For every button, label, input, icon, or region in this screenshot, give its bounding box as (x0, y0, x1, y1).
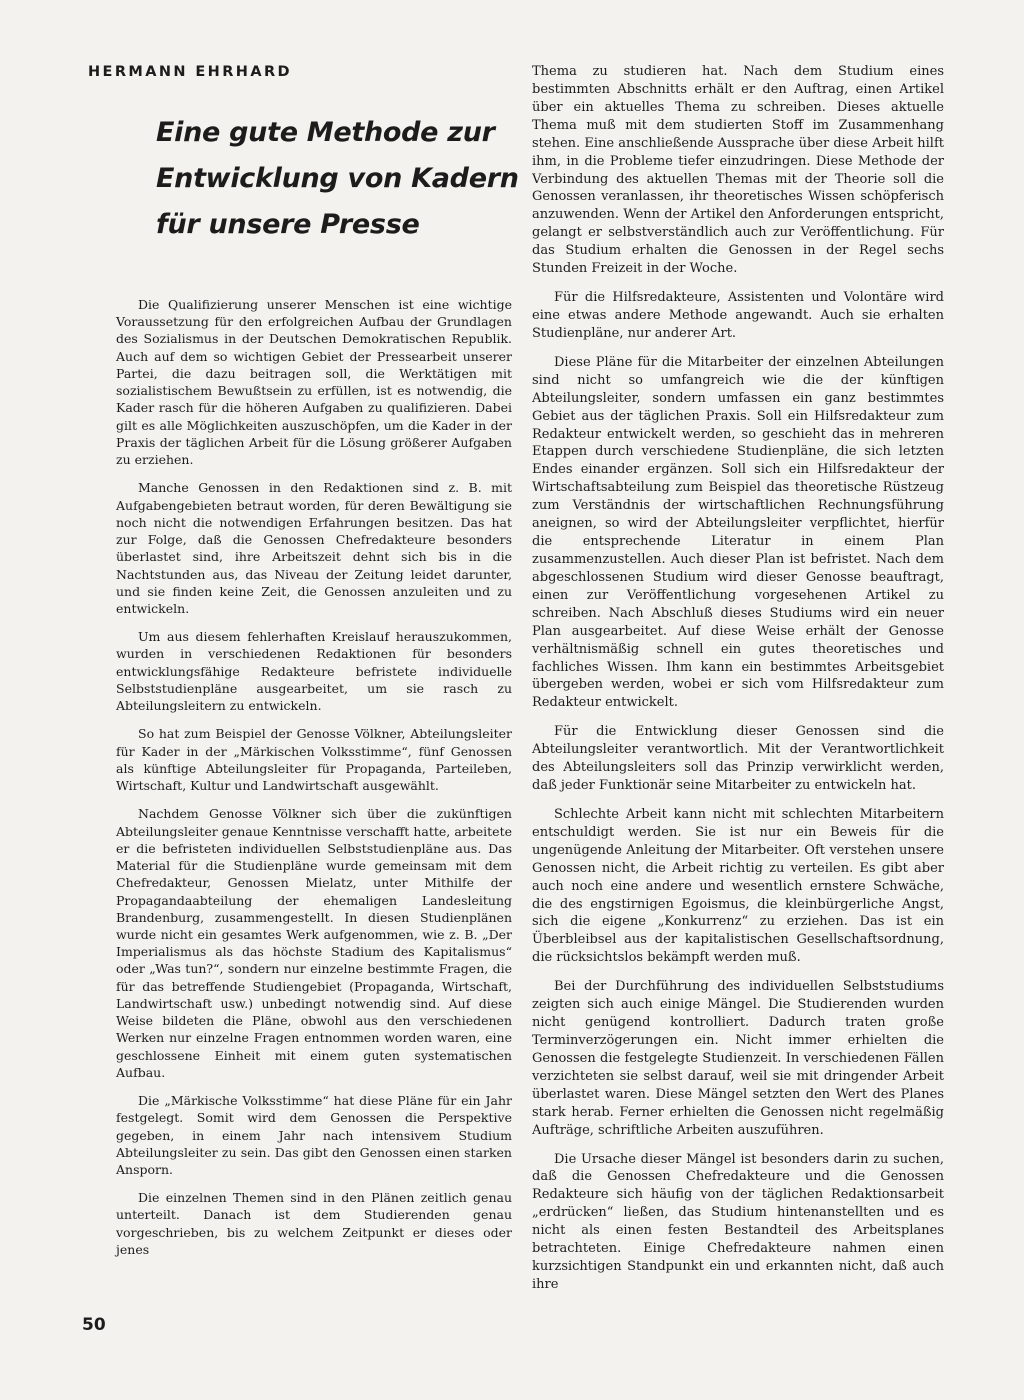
paragraph: Die einzelnen Themen sind in den Plänen zeitlich genau unterteilt. Danach ist dem Studierenden genau vorgeschrieben, bis zu welchem Zeitpunkt er dieses oder jenes (116, 1190, 512, 1257)
paragraph: Die Ursache dieser Mängel ist besonders darin zu suchen, daß die Genossen Chefredakteure und die Genossen Redakteure sich häufig von der täglichen Redaktionsarbeit „erdrücken“ ließen, das Studium hintenanstellten und es nicht als einen festen Bestandteil des Arbeitsplanes betrachteten. Einige Chefredakteure nahmen einen kurzsichtigen Standpunkt ein und erkannten nicht, daß auch ihre (532, 1151, 944, 1292)
paragraph: Diese Pläne für die Mitarbeiter der einzelnen Abteilungen sind nicht so umfangreich wie die der künftigen Abteilungsleiter, sondern umfassen ein ganz bestimmtes Gebiet aus der täglichen Praxis. Soll ein Hilfsredakteur zum Redakteur entwickelt werden, so geschieht das in mehreren Etappen durch verschiedene Studienpläne, die sich letzten Endes einander ergänzen. Soll sich ein Hilfsredakteur der Wirtschaftsabteilung zum Beispiel das theoretische Rüstzeug zum Verständnis der wirtschaftlichen Rechnungsführung aneignen, so wird der Abteilungsleiter verpflichtet, hierfür die entsprechende Literatur in einem Plan zusammenzustellen. Auch dieser Plan ist befristet. Nach dem abgeschlossenen Studium wird dieser Genosse beauftragt, einen zur Veröffentlichung vorgesehenen Artikel zu schreiben. Nach Abschluß dieses Studiums wird ein neuer Plan ausgearbeitet. Auf diese Weise erhält der Genosse verhältnismäßig schnell ein gutes theoretisches und fachliches Wissen. Ihm kann ein bestimmtes Arbeitsgebiet übergeben werden, wobei er sich vom Hilfsredakteur zum Redakteur entwickelt. (532, 354, 944, 711)
paragraph: Manche Genossen in den Redaktionen sind z. B. mit Aufgabengebieten betraut worden, für deren Bewältigung sie noch nicht die notwendigen Erfahrungen besitzen. Das hat zur Folge, daß die Genossen Chefredakteure besonders überlastet sind, ihre Arbeitszeit dehnt sich bis in die Nachtstunden aus, das Niveau der Zeitung leidet darunter, und sie finden keine Zeit, die Genossen anzuleiten und zu entwickeln. (116, 480, 512, 616)
paragraph: So hat zum Beispiel der Genosse Völkner, Abteilungsleiter für Kader in der „Märkischen Volksstimme“, fünf Genossen als künftige Abteilungsleiter für Propaganda, Parteileben, Wirtschaft, Kultur und Landwirtschaft ausgewählt. (116, 726, 512, 794)
page-number: 50 (82, 1315, 106, 1335)
paragraph-continued: Thema zu studieren hat. Nach dem Studium eines bestimmten Abschnitts erhält er den Auftrag, einen Artikel über ein aktuelles Thema zu schreiben. Dieses aktuelle Thema muß mit dem studierten Stoff im Zusammenhang stehen. Eine anschließende Aussprache über diese Arbeit hilft ihm, in die Probleme tiefer einzudringen. Diese Methode der Verbindung des aktuellen Themas mit der Theorie soll die Genossen veranlassen, ihr theoretisches Wissen schöpferisch anzuwenden. Wenn der Artikel den Anforderungen entspricht, gelangt er selbstverständlich auch zur Veröffentlichung. Für das Studium erhalten die Genossen in der Regel sechs Stunden Freizeit in der Woche. (532, 64, 944, 277)
paragraph: Bei der Durchführung des individuellen Selbststudiums zeigten sich auch einige Mängel. Die Studierenden wurden nicht genügend kontrolliert. Dadurch traten große Terminverzögerungen ein. Nicht immer erhielten die Genossen die festgelegte Studienzeit. In verschiedenen Fällen verzichteten sie selbst darauf, weil sie mit dringender Arbeit überlastet waren. Diese Mängel setzten den Wert des Planes stark herab. Ferner erhielten die Genossen nicht regelmäßig Aufträge, schriftliche Arbeiten auszuführen. (532, 979, 944, 1138)
paragraph: Um aus diesem fehlerhaften Kreislauf herauszukommen, wurden in verschiedenen Redaktionen für besonders entwicklungsfähige Redakteure befristete individuelle Selbststudienpläne ausgearbeitet, um sie rasch zu Abteilungsleitern zu entwickeln. (116, 629, 512, 714)
paragraph: Die „Märkische Volksstimme“ hat diese Pläne für ein Jahr festgelegt. Somit wird dem Genossen die Perspektive gegeben, in einem Jahr nach intensivem Studium Abteilungsleiter zu sein. Das gibt den Genossen einen starken Ansporn. (116, 1093, 512, 1178)
text-column-left (116, 296, 512, 1269)
text-column-right (532, 63, 944, 1305)
paragraph: Für die Hilfsredakteure, Assistenten und Volontäre wird eine etwas andere Methode angewandt. Auch sie erhalten Studienpläne, nur anderer Art. (532, 290, 944, 341)
paragraph: Schlechte Arbeit kann nicht mit schlechten Mitarbeitern entschuldigt werden. Sie ist nur ein Beweis für die ungenügende Anleitung der Mitarbeiter. Oft verstehen unsere Genossen nicht, die Arbeit richtig zu verteilen. Es gibt aber auch noch eine andere und wesentlich ernstere Schwäche, die des engstirnigen Egoismus, die kleinbürgerliche Angst, sich die eigene „Konkurrenz“ zu erziehen. Das ist ein Überbleibsel aus der kapitalistischen Gesellschaftsordnung, die rücksichtslos bekämpft werden muß. (532, 806, 944, 966)
article-title: Eine gute Methode zur Entwicklung von Kadern für unsere Presse (156, 117, 519, 240)
paragraph: Die Qualifizierung unserer Menschen ist eine wichtige Voraussetzung für den erfolgreichen Aufbau der Grundlagen des Sozialismus in der Deutschen Demokratischen Republik. Auch auf dem so wichtigen Gebiet der Pressearbeit unserer Partei, die dazu beitragen soll, die Werktätigen mit sozialistischem Bewußtsein zu erfüllen, ist es notwendig, die Kader rasch für die höheren Aufgaben zu qualifizieren. Dabei gilt es alle Möglichkeiten auszuschöpfen, um die Kader in der Praxis der täglichen Arbeit für die Lösung größerer Aufgaben zu erziehen. (116, 297, 512, 468)
paragraph: Für die Entwicklung dieser Genossen sind die Abteilungsleiter verantwortlich. Mit der Verantwortlichkeit des Abteilungsleiters soll das Prinzip verwirklicht werden, daß jeder Funktionär seine Mitarbeiter zu entwickeln hat. (532, 724, 944, 794)
paragraph: Nachdem Genosse Völkner sich über die zukünftigen Abteilungsleiter genaue Kenntnisse verschafft hatte, arbeitete er die befristeten individuellen Selbststudienpläne aus. Das Material für die Studienpläne wurde gemeinsam mit dem Chefredakteur, Genossen Mielatz, unter Mithilfe der Propagandaabteilung der ehemaligen Landesleitung Brandenburg, zusammengestellt. In diesen Studienplänen wurde nicht ein gesamtes Werk aufgenommen, wie z. B. „Der Imperialismus als das höchste Stadium des Kapitalismus“ oder „Was tun?“, sondern nur einzelne bestimmte Fragen, die für das betreffende Studiengebiet (Propaganda, Wirtschaft, Landwirtschaft usw.) unbedingt notwendig sind. Auf diese Weise bildeten die Pläne, obwohl aus den verschiedenen Werken nur einzelne Fragen entnommen worden waren, eine geschlossene Einheit mit einem guten systematischen Aufbau. (116, 806, 512, 1080)
article-author: HERMANN EHRHARD (88, 64, 292, 80)
